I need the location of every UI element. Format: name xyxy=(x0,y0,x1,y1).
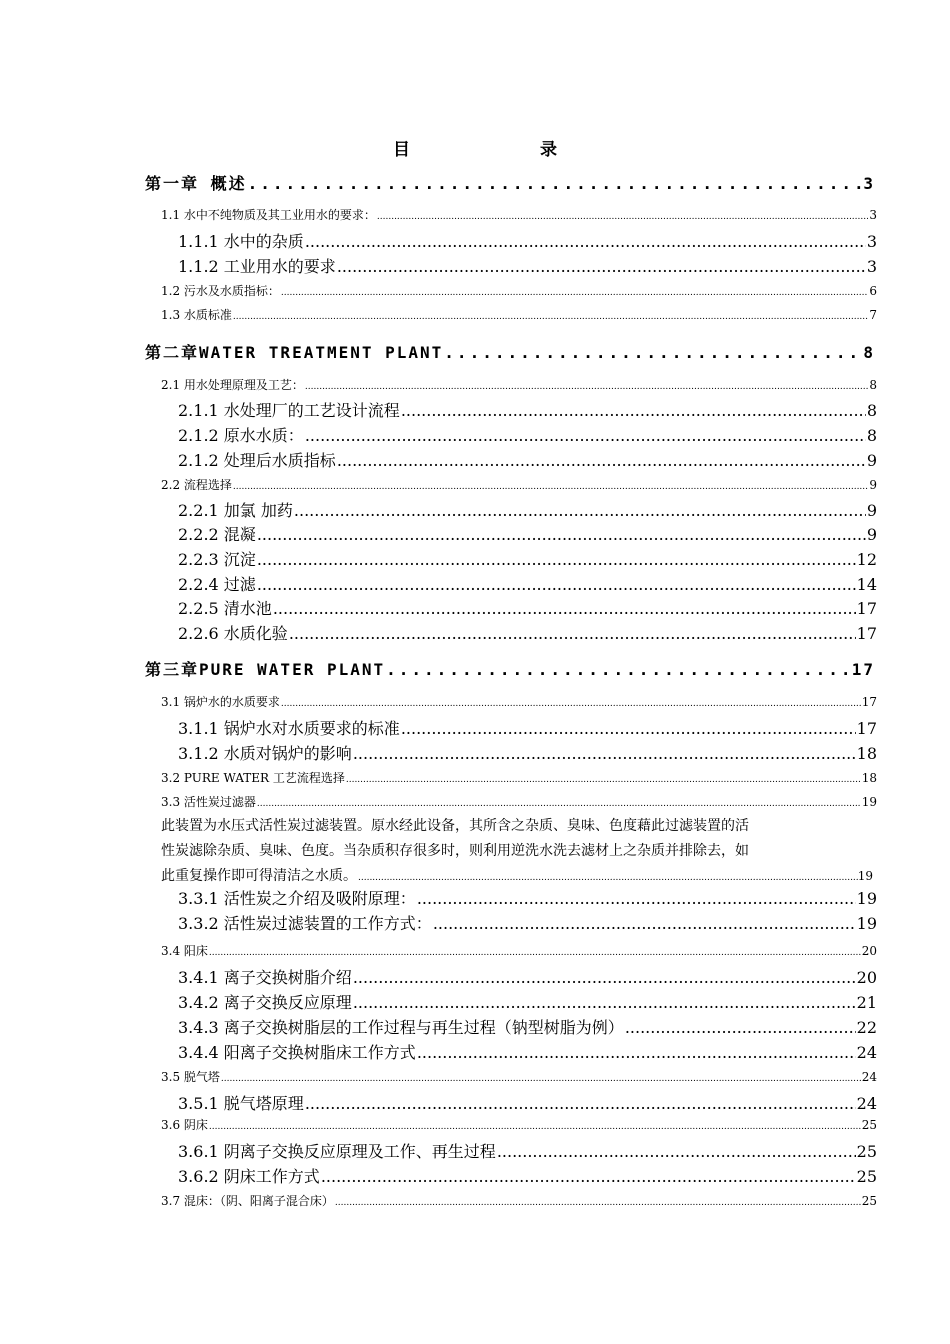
toc-page-number: 8 xyxy=(866,401,877,420)
toc-page-number: 17 xyxy=(856,599,877,618)
toc-page-number: 24 xyxy=(856,1094,877,1113)
toc-page-number: 20 xyxy=(861,944,877,958)
toc-section-entry[interactable] xyxy=(161,476,877,493)
toc-subsection-entry[interactable] xyxy=(178,522,877,545)
toc-entry-title: 1.1.2 工业用水的要求 xyxy=(178,257,336,276)
toc-subsection-entry[interactable] xyxy=(178,423,877,446)
toc-section-entry[interactable] xyxy=(161,1192,877,1209)
dot-leader xyxy=(305,232,866,251)
dot-leader xyxy=(257,550,856,569)
toc-page-number: 17 xyxy=(851,660,875,679)
toc-entry-title: 3.6.2 阴床工作方式 xyxy=(178,1167,320,1186)
toc-page-number: 14 xyxy=(856,575,877,594)
toc-entry-title: 3.4.4 阳离子交换树脂床工作方式 xyxy=(178,1043,416,1062)
toc-entry-title: 3.5.1 脱气塔原理 xyxy=(178,1094,304,1113)
dot-leader xyxy=(625,1018,856,1037)
toc-entry-title: 2.1.2 处理后水质指标 xyxy=(178,451,336,470)
toc-subsection-entry[interactable] xyxy=(178,911,877,934)
dot-leader xyxy=(281,699,861,709)
toc-section-entry[interactable] xyxy=(161,1068,877,1085)
toc-entry-title: 1.3 水质标准 xyxy=(161,308,232,322)
paragraph-line: 此重复操作即可得清洁之水质。 xyxy=(161,868,357,884)
toc-page-number: 12 xyxy=(856,550,877,569)
toc-page-number: 20 xyxy=(856,968,877,987)
toc-entry-title: 3.4.1 离子交换树脂介绍 xyxy=(178,968,352,987)
toc-subsection-entry[interactable] xyxy=(178,448,877,471)
toc-entry-title: 2.2.4 过滤 xyxy=(178,575,256,594)
toc-section-entry[interactable] xyxy=(161,793,877,810)
paragraph-line: 性炭滤除杂质、臭味、色度。当杂质积存很多时，则利用逆洗水洗去滤材上之杂质并排除去，如 xyxy=(161,843,749,859)
dot-leader xyxy=(401,719,856,738)
dot-leader xyxy=(444,343,862,362)
toc-page-number: 8 xyxy=(863,343,875,362)
toc-section-entry[interactable] xyxy=(161,282,877,299)
toc-entry-title: 第二章WATER TREATMENT PLANT xyxy=(145,343,444,362)
toc-entry-title: 3.3.2 活性炭过滤装置的工作方式： xyxy=(178,914,432,933)
toc-subsection-entry[interactable] xyxy=(178,547,877,570)
toc-section-entry[interactable] xyxy=(161,693,877,710)
toc-entry-title: 2.2.2 混凝 xyxy=(178,525,256,544)
dot-leader xyxy=(401,401,866,420)
toc-entry-title: 3.3 活性炭过滤器 xyxy=(161,795,256,809)
toc-page-number: 22 xyxy=(856,1018,877,1037)
dot-leader xyxy=(257,799,861,809)
toc-page-number: 19 xyxy=(861,795,877,809)
dot-leader xyxy=(281,288,868,298)
toc-subsection-entry[interactable] xyxy=(178,990,877,1013)
toc-section-entry[interactable] xyxy=(161,306,877,323)
toc-entry-title: 2.1 用水处理原理及工艺： xyxy=(161,378,304,392)
toc-subsection-entry[interactable] xyxy=(178,965,877,988)
dot-leader xyxy=(273,599,856,618)
paragraph-line: 此装置为水压式活性炭过滤装置。原水经此设备，其所含之杂质、臭味、色度藉此过滤装置的活 xyxy=(161,818,749,834)
toc-page-number: 3 xyxy=(866,257,877,276)
toc-page-number: 9 xyxy=(866,501,877,520)
toc-entry-title: 3.5 脱气塔 xyxy=(161,1070,220,1084)
toc-subsection-entry[interactable] xyxy=(178,398,877,421)
toc-subsection-entry[interactable] xyxy=(178,572,877,595)
dot-leader xyxy=(335,1198,861,1208)
toc-page-number: 25 xyxy=(856,1167,877,1186)
dot-leader xyxy=(233,482,868,492)
dot-leader xyxy=(305,1094,856,1113)
toc-entry-title: 3.6 阴床 xyxy=(161,1118,208,1132)
dot-leader xyxy=(321,1167,856,1186)
toc-subsection-entry[interactable] xyxy=(178,1164,877,1187)
toc-entry-title: 第一章 概述 xyxy=(145,174,247,193)
toc-page-number: 8 xyxy=(866,426,877,445)
toc-entry-title: 3.4.2 离子交换反应原理 xyxy=(178,993,352,1012)
toc-page-number: 24 xyxy=(856,1043,877,1062)
toc-subsection-entry[interactable] xyxy=(178,254,877,277)
toc-page-number: 25 xyxy=(861,1194,877,1208)
toc-entry-title: 2.2.5 清水池 xyxy=(178,599,272,618)
toc-subsection-entry[interactable] xyxy=(178,716,877,739)
toc-entry-title: 3.4.3 离子交换树脂层的工作过程与再生过程（钠型树脂为例） xyxy=(178,1018,624,1037)
dot-leader xyxy=(294,501,866,520)
dot-leader xyxy=(209,1122,861,1132)
toc-section-entry[interactable] xyxy=(161,769,877,786)
dot-leader xyxy=(221,1074,861,1084)
dot-leader xyxy=(417,889,856,908)
toc-page-number: 17 xyxy=(856,719,877,738)
toc-subsection-entry[interactable] xyxy=(178,596,877,619)
toc-subsection-entry[interactable] xyxy=(178,1139,877,1162)
dot-leader xyxy=(289,624,856,643)
toc-page-number: 17 xyxy=(861,695,877,709)
toc-page-number: 24 xyxy=(861,1070,877,1084)
toc-subsection-entry[interactable] xyxy=(178,1040,877,1063)
dot-leader xyxy=(337,451,866,470)
toc-entry-title: 2.2.3 沉淀 xyxy=(178,550,256,569)
toc-page-number: 9 xyxy=(866,525,877,544)
toc-entry-title: 3.6.1 阴离子交换反应原理及工作、再生过程 xyxy=(178,1142,496,1161)
toc-entry-title: 2.2.1 加氯 加药 xyxy=(178,501,293,520)
toc-page-number: 6 xyxy=(869,284,877,298)
toc-page-number: 19 xyxy=(857,869,873,883)
dot-leader xyxy=(497,1142,856,1161)
toc-page-number: 9 xyxy=(866,451,877,470)
toc-entry-title: 2.2 流程选择 xyxy=(161,478,232,492)
dot-leader xyxy=(305,382,868,392)
dot-leader xyxy=(433,914,856,933)
toc-entry-title: 3.1.1 锅炉水对水质要求的标准 xyxy=(178,719,400,738)
toc-page-number: 9 xyxy=(869,478,877,492)
dot-leader xyxy=(358,866,858,891)
toc-entry-title: 第三章PURE WATER PLANT xyxy=(145,660,386,679)
toc-page-number: 18 xyxy=(856,744,877,763)
toc-page-number: 7 xyxy=(869,308,877,322)
toc-subsection-entry[interactable] xyxy=(178,1091,877,1114)
toc-entry-title: 3.1 锅炉水的水质要求 xyxy=(161,695,280,709)
toc-entry-title: 3.4 阳床 xyxy=(161,944,208,958)
paragraph-last-line[interactable] xyxy=(161,864,873,891)
toc-chapter-entry[interactable] xyxy=(145,171,875,194)
dot-leader xyxy=(353,993,856,1012)
toc-subsection-entry[interactable] xyxy=(178,1015,877,1038)
dot-leader xyxy=(386,660,851,679)
toc-subsection-entry[interactable] xyxy=(178,229,877,252)
toc-page-number: 18 xyxy=(861,771,877,785)
toc-page-number: 19 xyxy=(856,914,877,933)
dot-leader xyxy=(248,174,863,193)
dot-leader xyxy=(337,257,866,276)
toc-entry-title: 1.1.1 水中的杂质 xyxy=(178,232,304,251)
toc-page-number: 25 xyxy=(856,1142,877,1161)
dot-leader xyxy=(353,744,856,763)
toc-page-number: 19 xyxy=(856,889,877,908)
dot-leader xyxy=(305,426,866,445)
toc-entry-title: 2.2.6 水质化验 xyxy=(178,624,288,643)
toc-page-number: 3 xyxy=(866,232,877,251)
dot-leader xyxy=(417,1043,856,1062)
toc-page-number: 3 xyxy=(869,208,877,222)
toc-chapter-entry[interactable] xyxy=(145,657,875,680)
toc-page-number: 8 xyxy=(869,378,877,392)
toc-entry-title: 3.7 混床：（阴、阳离子混合床） xyxy=(161,1194,334,1208)
dot-leader xyxy=(257,525,866,544)
dot-leader xyxy=(377,212,868,222)
toc-page-number: 3 xyxy=(863,174,875,193)
dot-leader xyxy=(346,775,861,785)
toc-chapter-entry[interactable] xyxy=(145,340,875,363)
toc-entry-title: 3.2 PURE WATER 工艺流程选择 xyxy=(161,771,345,785)
dot-leader xyxy=(257,575,856,594)
dot-leader xyxy=(233,312,868,322)
toc-entry-title: 2.1.1 水处理厂的工艺设计流程 xyxy=(178,401,400,420)
toc-subsection-entry[interactable] xyxy=(178,741,877,764)
toc-section-entry[interactable] xyxy=(161,376,877,393)
toc-section-entry[interactable] xyxy=(161,942,877,959)
toc-page-number: 17 xyxy=(856,624,877,643)
toc-page-number: 25 xyxy=(861,1118,877,1132)
toc-entry-title: 1.2 污水及水质指标： xyxy=(161,284,280,298)
toc-paragraph xyxy=(161,814,873,891)
toc-title: 目 录 xyxy=(393,140,619,160)
dot-leader xyxy=(209,948,861,958)
dot-leader xyxy=(353,968,856,987)
toc-section-entry[interactable] xyxy=(161,1116,877,1133)
toc-entry-title: 1.1 水中不纯物质及其工业用水的要求： xyxy=(161,208,376,222)
toc-page-number: 21 xyxy=(856,993,877,1012)
toc-section-entry[interactable] xyxy=(161,206,877,223)
toc-subsection-entry[interactable] xyxy=(178,498,877,521)
toc-entry-title: 3.1.2 水质对锅炉的影响 xyxy=(178,744,352,763)
toc-entry-title: 3.3.1 活性炭之介绍及吸附原理： xyxy=(178,889,416,908)
toc-subsection-entry[interactable] xyxy=(178,621,877,644)
toc-entry-title: 2.1.2 原水水质： xyxy=(178,426,304,445)
